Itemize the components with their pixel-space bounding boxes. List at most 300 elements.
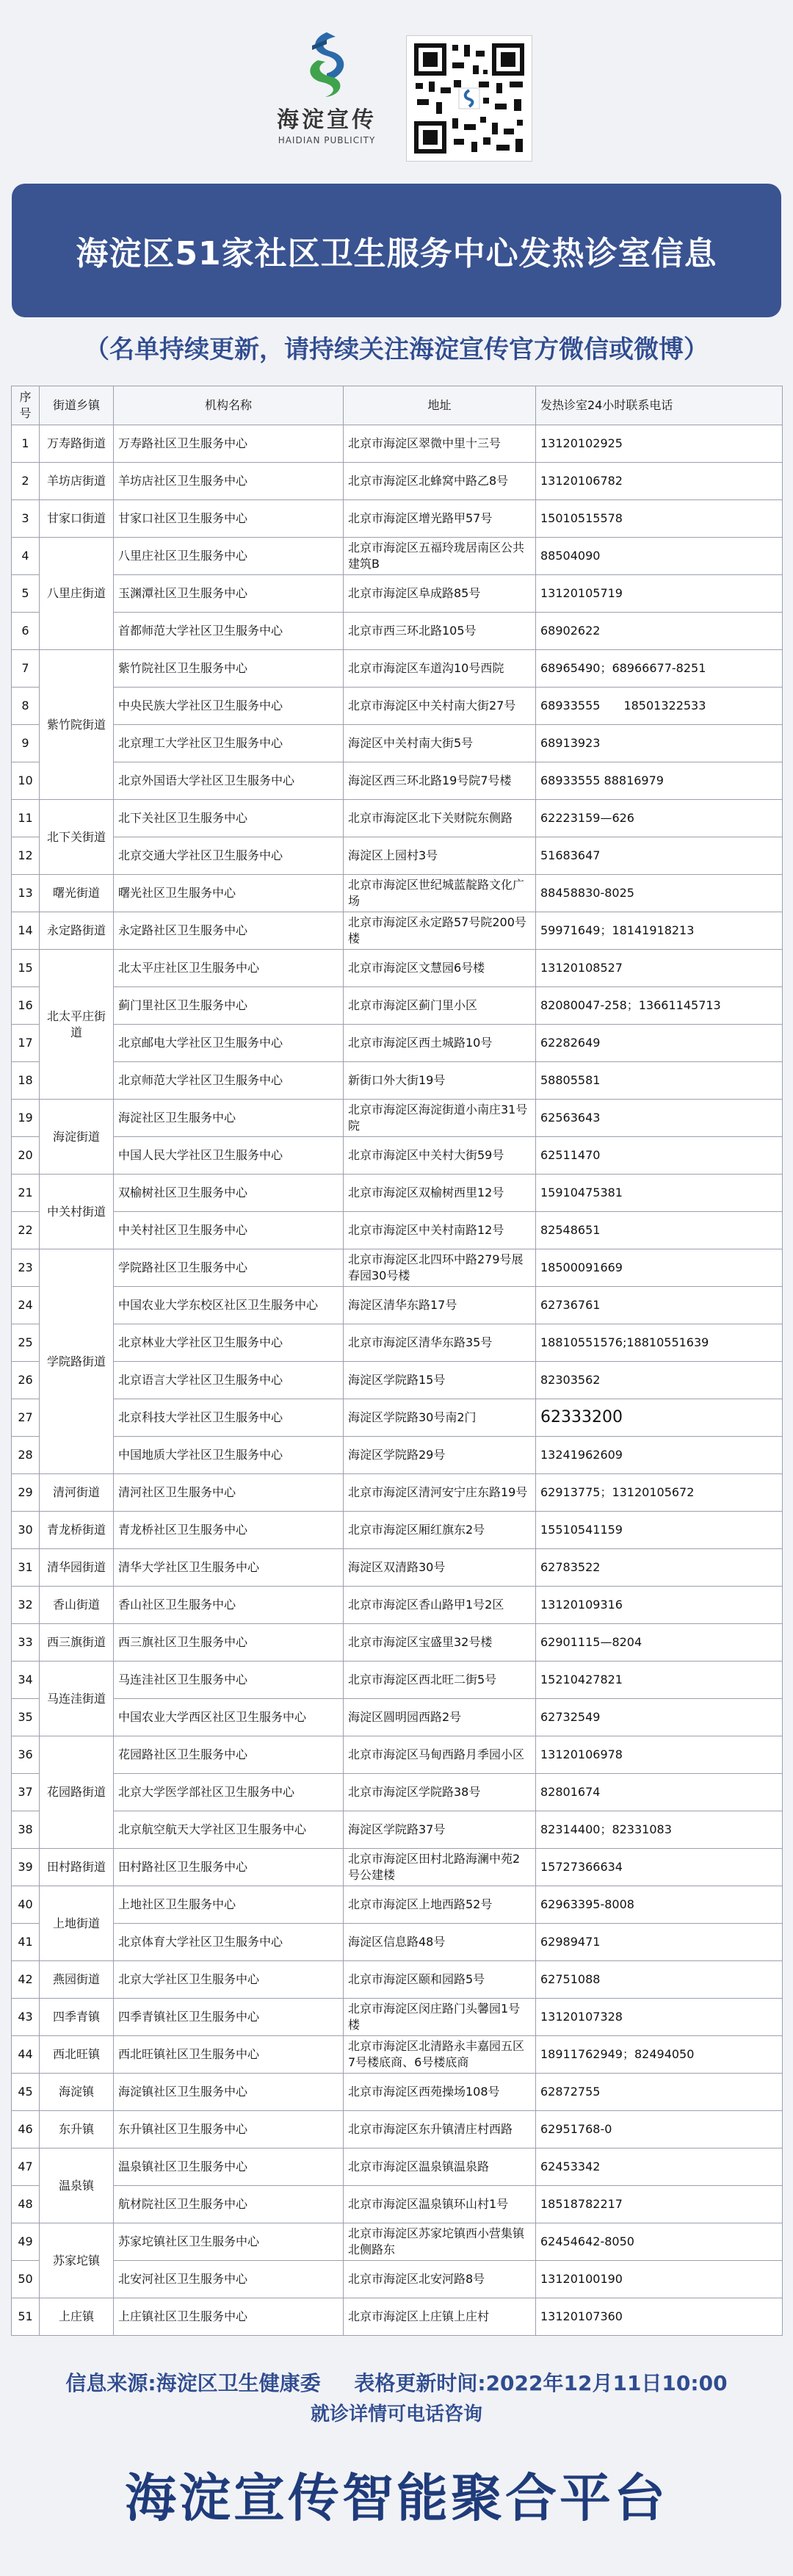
phone: 13120106782 — [536, 463, 783, 500]
table-row — [12, 912, 783, 950]
address: 北京市海淀区西土城路10号 — [344, 1025, 536, 1062]
org-name: 马连洼社区卫生服务中心 — [114, 1662, 344, 1699]
table-row — [12, 2223, 783, 2261]
row-number: 48 — [12, 2186, 40, 2223]
row-number: 41 — [12, 1924, 40, 1961]
address: 北京市海淀区双榆树西里12号 — [344, 1175, 536, 1212]
street-cell: 苏家坨镇 — [40, 2223, 114, 2298]
street-cell: 八里庄街道 — [40, 538, 114, 650]
row-number: 2 — [12, 463, 40, 500]
org-name: 中国农业大学东校区社区卫生服务中心 — [114, 1287, 344, 1324]
org-name: 上庄镇社区卫生服务中心 — [114, 2298, 344, 2336]
table-row — [12, 1399, 783, 1437]
footer-note: 就诊详情可电话咨询 — [310, 2403, 482, 2425]
phone: 15010515578 — [536, 500, 783, 538]
org-name: 四季青镇社区卫生服务中心 — [114, 1999, 344, 2036]
address: 北京市海淀区苏家坨镇西小营集镇北侧路东 — [344, 2223, 536, 2261]
header-org: 机构名称 — [114, 386, 344, 425]
street-cell: 海淀镇 — [40, 2074, 114, 2111]
phone: 62223159—626 — [536, 800, 783, 837]
table-row — [12, 1025, 783, 1062]
table-row — [12, 1811, 783, 1849]
table-row — [12, 2036, 783, 2074]
phone: 62453342 — [536, 2149, 783, 2186]
phone: 62989471 — [536, 1924, 783, 1961]
org-name: 甘家口社区卫生服务中心 — [114, 500, 344, 538]
org-name: 北京大学医学部社区卫生服务中心 — [114, 1774, 344, 1811]
phone: 82548651 — [536, 1212, 783, 1249]
phone: 59971649；18141918213 — [536, 912, 783, 950]
street-cell: 香山街道 — [40, 1587, 114, 1624]
address: 北京市海淀区东升镇清庄村西路 — [344, 2111, 536, 2149]
street-cell: 海淀街道 — [40, 1100, 114, 1175]
table-row — [12, 1736, 783, 1774]
row-number: 3 — [12, 500, 40, 538]
address: 海淀区上园村3号 — [344, 837, 536, 875]
address: 北京市海淀区中关村南大街27号 — [344, 688, 536, 725]
row-number: 9 — [12, 725, 40, 762]
footer-updated: 表格更新时间:2022年12月11日10:00 — [354, 2371, 728, 2395]
table-row — [12, 1886, 783, 1924]
address: 北京市海淀区海淀街道小南庄31号院 — [344, 1100, 536, 1137]
row-number: 25 — [12, 1324, 40, 1362]
qr-code — [406, 35, 532, 162]
row-number: 32 — [12, 1587, 40, 1624]
phone: 62951768-0 — [536, 2111, 783, 2149]
row-number: 29 — [12, 1474, 40, 1512]
row-number: 28 — [12, 1437, 40, 1474]
org-name: 北太平庄社区卫生服务中心 — [114, 950, 344, 987]
phone: 15210427821 — [536, 1662, 783, 1699]
table-row — [12, 538, 783, 575]
row-number: 23 — [12, 1249, 40, 1287]
row-number: 12 — [12, 837, 40, 875]
street-cell: 田村路街道 — [40, 1849, 114, 1886]
street-cell: 永定路街道 — [40, 912, 114, 950]
street-cell: 北下关街道 — [40, 800, 114, 875]
table-row — [12, 1587, 783, 1624]
street-cell: 甘家口街道 — [40, 500, 114, 538]
row-number: 15 — [12, 950, 40, 987]
address: 北京市海淀区田村北路海澜中苑2号公建楼 — [344, 1849, 536, 1886]
org-name: 花园路社区卫生服务中心 — [114, 1736, 344, 1774]
row-number: 5 — [12, 575, 40, 613]
org-name: 温泉镇社区卫生服务中心 — [114, 2149, 344, 2186]
street-cell: 温泉镇 — [40, 2149, 114, 2223]
phone: 82303562 — [536, 1362, 783, 1399]
row-number: 45 — [12, 2074, 40, 2111]
org-name: 北京理工大学社区卫生服务中心 — [114, 725, 344, 762]
address: 海淀区中关村南大街5号 — [344, 725, 536, 762]
phone: 13120108527 — [536, 950, 783, 987]
row-number: 11 — [12, 800, 40, 837]
header-phone: 发热诊室24小时联系电话 — [536, 386, 783, 425]
table-row — [12, 650, 783, 688]
logo-text-en: HAIDIAN PUBLICITY — [278, 135, 376, 145]
address: 北京市海淀区宝盛里32号楼 — [344, 1624, 536, 1662]
page-title: 海淀区51家社区卫生服务中心发热诊室信息 — [76, 235, 717, 273]
org-name: 北京外国语大学社区卫生服务中心 — [114, 762, 344, 800]
table-row — [12, 1999, 783, 2036]
table-row — [12, 463, 783, 500]
row-number: 43 — [12, 1999, 40, 2036]
address: 北京市海淀区闵庄路门头馨园1号楼 — [344, 1999, 536, 2036]
address: 北京市海淀区蓟门里小区 — [344, 987, 536, 1025]
phone: 13120106978 — [536, 1736, 783, 1774]
org-name: 中国地质大学社区卫生服务中心 — [114, 1437, 344, 1474]
row-number: 22 — [12, 1212, 40, 1249]
address: 北京市海淀区上地西路52号 — [344, 1886, 536, 1924]
org-name: 中国人民大学社区卫生服务中心 — [114, 1137, 344, 1175]
address: 北京市海淀区厢红旗东2号 — [344, 1512, 536, 1549]
row-number: 50 — [12, 2261, 40, 2298]
address: 海淀区清华东路17号 — [344, 1287, 536, 1324]
table-row — [12, 425, 783, 463]
address: 北京市海淀区增光路甲57号 — [344, 500, 536, 538]
row-number: 40 — [12, 1886, 40, 1924]
row-number: 51 — [12, 2298, 40, 2336]
table-row — [12, 575, 783, 613]
row-number: 16 — [12, 987, 40, 1025]
row-number: 35 — [12, 1699, 40, 1736]
row-number: 8 — [12, 688, 40, 725]
row-number: 19 — [12, 1100, 40, 1137]
street-cell: 羊坊店街道 — [40, 463, 114, 500]
platform-title: 海淀宣传智能聚合平台 — [125, 2468, 668, 2528]
street-cell: 北太平庄街道 — [40, 950, 114, 1100]
row-number: 33 — [12, 1624, 40, 1662]
address: 北京市海淀区中关村大街59号 — [344, 1137, 536, 1175]
phone: 68965490；68966677-8251 — [536, 650, 783, 688]
table-row — [12, 1212, 783, 1249]
org-name: 八里庄社区卫生服务中心 — [114, 538, 344, 575]
org-name: 北京体育大学社区卫生服务中心 — [114, 1924, 344, 1961]
org-name: 紫竹院社区卫生服务中心 — [114, 650, 344, 688]
address: 北京市海淀区上庄镇上庄村 — [344, 2298, 536, 2336]
phone: 82080047-258；13661145713 — [536, 987, 783, 1025]
table-row — [12, 1175, 783, 1212]
org-name: 海淀社区卫生服务中心 — [114, 1100, 344, 1137]
table-row — [12, 1324, 783, 1362]
table-row — [12, 1249, 783, 1287]
table-row — [12, 2186, 783, 2223]
org-name: 青龙桥社区卫生服务中心 — [114, 1512, 344, 1549]
table-header-row — [12, 386, 783, 425]
header-no: 序号 — [12, 386, 40, 425]
row-number: 26 — [12, 1362, 40, 1399]
street-cell: 上地街道 — [40, 1886, 114, 1961]
org-name: 清华大学社区卫生服务中心 — [114, 1549, 344, 1587]
table-row — [12, 1100, 783, 1137]
address: 北京市海淀区永定路57号院200号楼 — [344, 912, 536, 950]
address: 北京市海淀区清华东路35号 — [344, 1324, 536, 1362]
phone: 18518782217 — [536, 2186, 783, 2223]
phone: 13120100190 — [536, 2261, 783, 2298]
row-number: 20 — [12, 1137, 40, 1175]
phone: 58805581 — [536, 1062, 783, 1100]
phone: 88458830-8025 — [536, 875, 783, 912]
table-row — [12, 2111, 783, 2149]
table-row — [12, 1774, 783, 1811]
row-number: 14 — [12, 912, 40, 950]
row-number: 4 — [12, 538, 40, 575]
address: 北京市海淀区马甸西路月季园小区 — [344, 1736, 536, 1774]
org-name: 万寿路社区卫生服务中心 — [114, 425, 344, 463]
address: 北京市海淀区北安河路8号 — [344, 2261, 536, 2298]
phone: 18911762949；82494050 — [536, 2036, 783, 2074]
row-number: 10 — [12, 762, 40, 800]
phone: 62732549 — [536, 1699, 783, 1736]
table-row — [12, 837, 783, 875]
phone: 68933555 88816979 — [536, 762, 783, 800]
org-name: 北安河社区卫生服务中心 — [114, 2261, 344, 2298]
street-cell: 学院路街道 — [40, 1249, 114, 1474]
phone: 62751088 — [536, 1961, 783, 1999]
address: 海淀区学院路15号 — [344, 1362, 536, 1399]
phone: 18500091669 — [536, 1249, 783, 1287]
street-cell: 青龙桥街道 — [40, 1512, 114, 1549]
org-name: 首都师范大学社区卫生服务中心 — [114, 613, 344, 650]
org-name: 北京师范大学社区卫生服务中心 — [114, 1062, 344, 1100]
row-number: 24 — [12, 1287, 40, 1324]
address: 海淀区信息路48号 — [344, 1924, 536, 1961]
phone: 15727366634 — [536, 1849, 783, 1886]
footer-source: 信息来源:海淀区卫生健康委 — [65, 2371, 321, 2395]
address: 北京市海淀区西北旺二街5号 — [344, 1662, 536, 1699]
address: 北京市海淀区文慧园6号楼 — [344, 950, 536, 987]
address: 北京市海淀区香山路甲1号2区 — [344, 1587, 536, 1624]
row-number: 31 — [12, 1549, 40, 1587]
table-row — [12, 800, 783, 837]
address: 海淀区双清路30号 — [344, 1549, 536, 1587]
address: 海淀区圆明园西路2号 — [344, 1699, 536, 1736]
table-row — [12, 987, 783, 1025]
table-row — [12, 1137, 783, 1175]
table-row — [12, 1849, 783, 1886]
table-row — [12, 1961, 783, 1999]
subtitle-note: （名单持续更新，请持续关注海淀宣传官方微信或微博） — [84, 335, 709, 364]
street-cell: 万寿路街道 — [40, 425, 114, 463]
street-cell: 清河街道 — [40, 1474, 114, 1512]
street-cell: 紫竹院街道 — [40, 650, 114, 800]
table-row — [12, 2298, 783, 2336]
org-name: 中国农业大学西区社区卫生服务中心 — [114, 1699, 344, 1736]
phone: 62963395-8008 — [536, 1886, 783, 1924]
address: 北京市海淀区北下关财院东侧路 — [344, 800, 536, 837]
address: 北京市海淀区温泉镇温泉路 — [344, 2149, 536, 2186]
table-row — [12, 688, 783, 725]
table-row — [12, 613, 783, 650]
org-name: 北京大学社区卫生服务中心 — [114, 1961, 344, 1999]
street-cell: 花园路街道 — [40, 1736, 114, 1849]
phone: 62511470 — [536, 1137, 783, 1175]
org-name: 上地社区卫生服务中心 — [114, 1886, 344, 1924]
phone: 51683647 — [536, 837, 783, 875]
street-cell: 中关村街道 — [40, 1175, 114, 1249]
org-name: 北京林业大学社区卫生服务中心 — [114, 1324, 344, 1362]
table-row — [12, 1512, 783, 1549]
row-number: 6 — [12, 613, 40, 650]
address: 北京市海淀区北四环中路279号展春园30号楼 — [344, 1249, 536, 1287]
title-banner — [12, 184, 781, 317]
org-name: 西北旺镇社区卫生服务中心 — [114, 2036, 344, 2074]
phone: 13120102925 — [536, 425, 783, 463]
address: 北京市海淀区温泉镇环山村1号 — [344, 2186, 536, 2223]
address: 北京市海淀区北蜂窝中路乙8号 — [344, 463, 536, 500]
table-row — [12, 950, 783, 987]
row-number: 27 — [12, 1399, 40, 1437]
phone: 62454642-8050 — [536, 2223, 783, 2261]
haidian-logo-icon — [297, 31, 356, 98]
street-cell: 四季青镇 — [40, 1999, 114, 2036]
phone: 62282649 — [536, 1025, 783, 1062]
org-name: 双榆树社区卫生服务中心 — [114, 1175, 344, 1212]
table-row — [12, 875, 783, 912]
table-row — [12, 762, 783, 800]
org-name: 清河社区卫生服务中心 — [114, 1474, 344, 1512]
row-number: 37 — [12, 1774, 40, 1811]
table-row — [12, 2261, 783, 2298]
address: 北京市海淀区颐和园路5号 — [344, 1961, 536, 1999]
phone: 13120107360 — [536, 2298, 783, 2336]
row-number: 42 — [12, 1961, 40, 1999]
address: 北京市海淀区五福玲珑居南区公共建筑B — [344, 538, 536, 575]
row-number: 47 — [12, 2149, 40, 2186]
org-name: 北京语言大学社区卫生服务中心 — [114, 1362, 344, 1399]
phone: 62783522 — [536, 1549, 783, 1587]
org-name: 北京交通大学社区卫生服务中心 — [114, 837, 344, 875]
address: 北京市海淀区西苑操场108号 — [344, 2074, 536, 2111]
phone: 82801674 — [536, 1774, 783, 1811]
row-number: 13 — [12, 875, 40, 912]
org-name: 永定路社区卫生服务中心 — [114, 912, 344, 950]
org-name: 北京航空航天大学社区卫生服务中心 — [114, 1811, 344, 1849]
org-name: 香山社区卫生服务中心 — [114, 1587, 344, 1624]
street-cell: 曙光街道 — [40, 875, 114, 912]
table-row — [12, 1662, 783, 1699]
address: 北京市海淀区中关村南路12号 — [344, 1212, 536, 1249]
phone: 68913923 — [536, 725, 783, 762]
org-name: 中关村社区卫生服务中心 — [114, 1212, 344, 1249]
phone: 13241962609 — [536, 1437, 783, 1474]
row-number: 34 — [12, 1662, 40, 1699]
phone: 88504090 — [536, 538, 783, 575]
row-number: 7 — [12, 650, 40, 688]
phone: 62872755 — [536, 2074, 783, 2111]
phone: 62333200 — [536, 1399, 783, 1437]
org-name: 北京科技大学社区卫生服务中心 — [114, 1399, 344, 1437]
org-name: 北京邮电大学社区卫生服务中心 — [114, 1025, 344, 1062]
phone: 62913775；13120105672 — [536, 1474, 783, 1512]
street-cell: 燕园街道 — [40, 1961, 114, 1999]
org-name: 曙光社区卫生服务中心 — [114, 875, 344, 912]
address: 北京市海淀区清河安宁庄东路19号 — [344, 1474, 536, 1512]
phone: 82314400；82331083 — [536, 1811, 783, 1849]
row-number: 21 — [12, 1175, 40, 1212]
address: 新街口外大街19号 — [344, 1062, 536, 1100]
clinic-table — [11, 386, 783, 2336]
table-row — [12, 500, 783, 538]
address: 海淀区学院路29号 — [344, 1437, 536, 1474]
qr-code-icon — [407, 36, 532, 161]
address: 北京市海淀区世纪城蓝靛路文化广场 — [344, 875, 536, 912]
phone: 68933555 18501322533 — [536, 688, 783, 725]
table-row — [12, 1624, 783, 1662]
row-number: 39 — [12, 1849, 40, 1886]
row-number: 46 — [12, 2111, 40, 2149]
header-area — [0, 0, 793, 169]
address: 海淀区学院路37号 — [344, 1811, 536, 1849]
address: 海淀区学院路30号南2门 — [344, 1399, 536, 1437]
phone: 18810551576;18810551639 — [536, 1324, 783, 1362]
table-body — [12, 425, 783, 2336]
phone: 15910475381 — [536, 1175, 783, 1212]
footer-info — [0, 2367, 793, 2397]
org-name: 羊坊店社区卫生服务中心 — [114, 463, 344, 500]
row-number: 36 — [12, 1736, 40, 1774]
haidian-logo — [268, 31, 385, 163]
org-name: 中央民族大学社区卫生服务中心 — [114, 688, 344, 725]
street-cell: 西北旺镇 — [40, 2036, 114, 2074]
street-cell: 清华园街道 — [40, 1549, 114, 1587]
table-row — [12, 1699, 783, 1736]
phone: 13120107328 — [536, 1999, 783, 2036]
table-row — [12, 1062, 783, 1100]
row-number: 1 — [12, 425, 40, 463]
row-number: 49 — [12, 2223, 40, 2261]
address: 北京市海淀区北清路永丰嘉园五区7号楼底商、6号楼底商 — [344, 2036, 536, 2074]
header-street: 街道乡镇 — [40, 386, 114, 425]
row-number: 38 — [12, 1811, 40, 1849]
phone: 13120109316 — [536, 1587, 783, 1624]
row-number: 30 — [12, 1512, 40, 1549]
table-row — [12, 1362, 783, 1399]
table-row — [12, 1437, 783, 1474]
org-name: 玉渊潭社区卫生服务中心 — [114, 575, 344, 613]
org-name: 田村路社区卫生服务中心 — [114, 1849, 344, 1886]
header-address: 地址 — [344, 386, 536, 425]
org-name: 东升镇社区卫生服务中心 — [114, 2111, 344, 2149]
org-name: 航材院社区卫生服务中心 — [114, 2186, 344, 2223]
phone: 15510541159 — [536, 1512, 783, 1549]
org-name: 蓟门里社区卫生服务中心 — [114, 987, 344, 1025]
address: 北京市海淀区学院路38号 — [344, 1774, 536, 1811]
logo-text-cn: 海淀宣传 — [277, 107, 377, 133]
address: 北京市海淀区车道沟10号西院 — [344, 650, 536, 688]
org-name: 北下关社区卫生服务中心 — [114, 800, 344, 837]
row-number: 44 — [12, 2036, 40, 2074]
address: 北京市西三环北路105号 — [344, 613, 536, 650]
table-row — [12, 1474, 783, 1512]
org-name: 海淀镇社区卫生服务中心 — [114, 2074, 344, 2111]
table-row — [12, 1924, 783, 1961]
phone: 68902622 — [536, 613, 783, 650]
street-cell: 上庄镇 — [40, 2298, 114, 2336]
street-cell: 西三旗街道 — [40, 1624, 114, 1662]
org-name: 苏家坨镇社区卫生服务中心 — [114, 2223, 344, 2261]
org-name: 学院路社区卫生服务中心 — [114, 1249, 344, 1287]
address: 北京市海淀区翠微中里十三号 — [344, 425, 536, 463]
street-cell: 马连洼街道 — [40, 1662, 114, 1736]
phone: 62736761 — [536, 1287, 783, 1324]
table-row — [12, 1549, 783, 1587]
table-row — [12, 1287, 783, 1324]
table-row — [12, 2074, 783, 2111]
org-name: 西三旗社区卫生服务中心 — [114, 1624, 344, 1662]
phone: 62901115—8204 — [536, 1624, 783, 1662]
phone: 62563643 — [536, 1100, 783, 1137]
table-row — [12, 725, 783, 762]
